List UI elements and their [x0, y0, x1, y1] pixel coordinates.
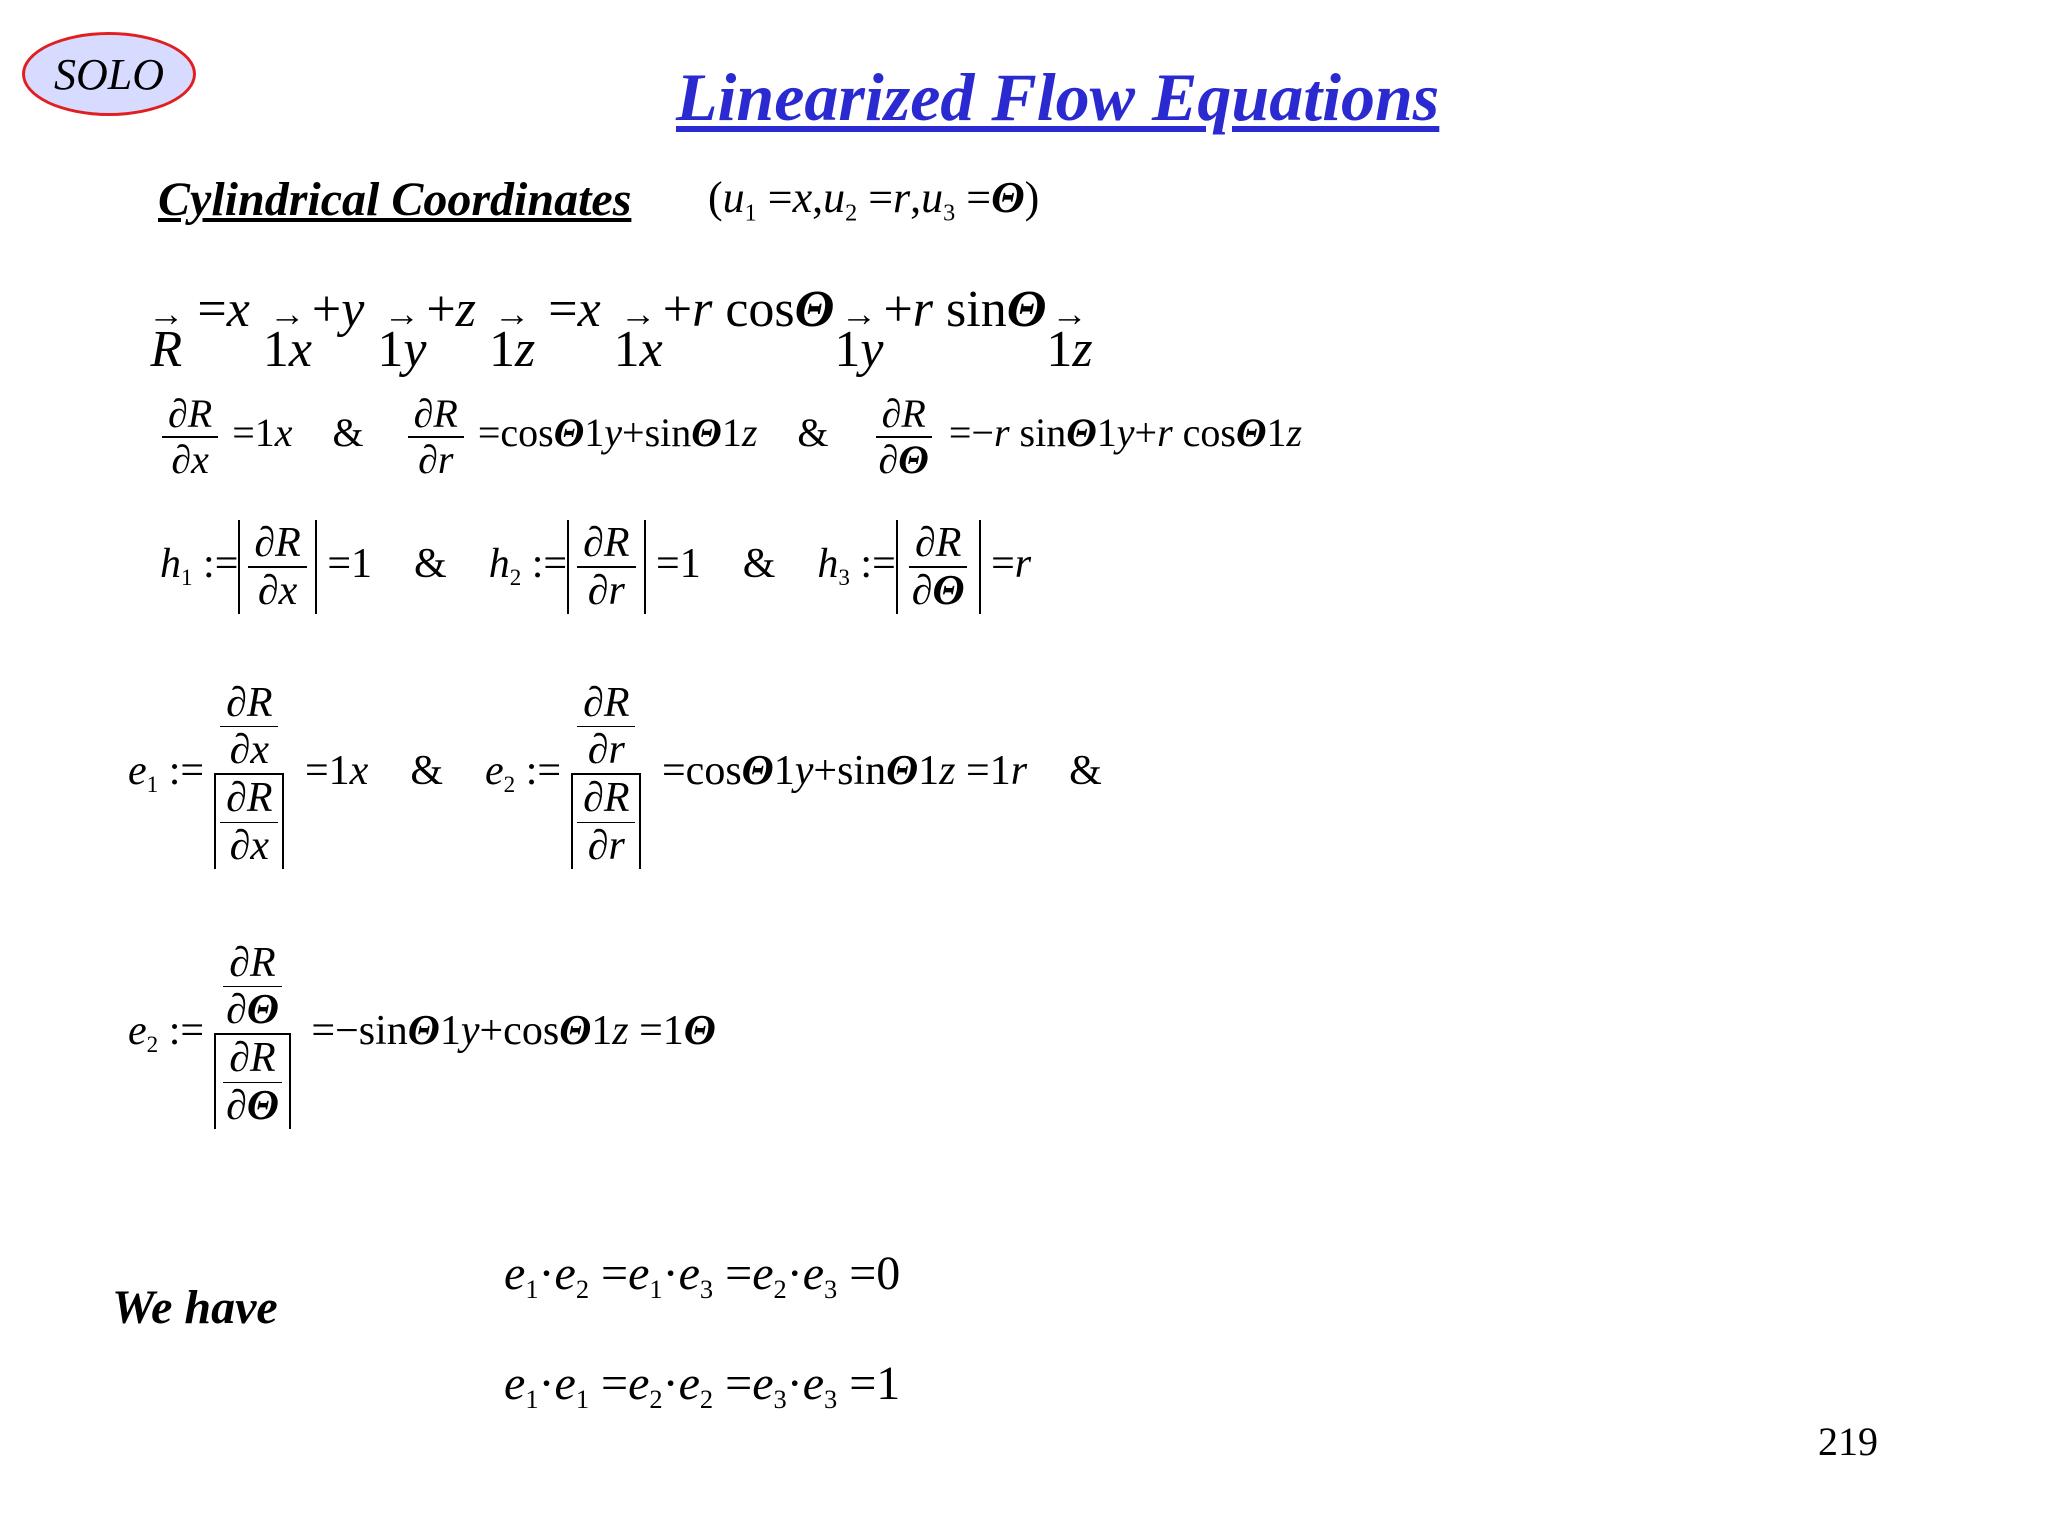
normalization-equation: $e_1\cdot e_1 =e_2\cdot e_2 =e_3\cdot e_3 =1$: [504, 1357, 901, 1415]
unit-vector-theta-equation: $e_2$ := $\frac{\frac{\partial R}{\partial\Theta}}{\frac{\partial R}{\partial\Theta}}$ =−sinΘ1y+cosΘ1z =1Θ: [128, 940, 716, 1129]
scale-factors-equation: $h_1$ := $\frac{\partial R}{\partial x}$ =1 & $h_2$ := $\frac{\partial R}{\partial r}$ =1 & $h_3$ := $\frac{\partial R}{\partial\Theta}$ =r: [160, 520, 1032, 615]
page-number: 219: [1818, 1419, 1878, 1464]
solo-badge: [22, 32, 196, 116]
coordinate-definition: $(u_1 =x,u_2 =r,u_3 =\Theta)$: [708, 173, 1040, 227]
page-title: Linearized Flow Equations: [676, 59, 1440, 135]
position-vector-equation: → R =x → 1x +y → 1y +z → 1z =x → 1x +r cosΘ → 1y +r sinΘ → 1z: [148, 281, 1093, 379]
section-subtitle: Cylindrical Coordinates: [158, 173, 632, 226]
orthogonality-equation: $e_1\cdot e_2 =e_1\cdot e_3 =e_2\cdot e_3 =0$: [504, 1247, 901, 1305]
unit-vectors-equation: $e_1$ := $\frac{\frac{\partial R}{\partial x}}{\frac{\partial R}{\partial x}}$ =1x & $e_2$ := $\frac{\frac{\partial R}{\partial r}}{\frac{\partial R}{\partial r}}$ =cosΘ1y+sinΘ1z =1r &: [128, 680, 1102, 869]
we-have-label: We have: [112, 1281, 278, 1334]
partial-derivatives-equation: $\frac{\partial R}{\partial x}$ =1x & $\frac{\partial R}{\partial r}$ =cosΘ1y+sinΘ1z & $\frac{\partial R}{\partial\Theta}$ =−r sinΘ1y+r cosΘ1z: [158, 392, 1302, 482]
solo-badge-label: SOLO: [53, 49, 165, 99]
